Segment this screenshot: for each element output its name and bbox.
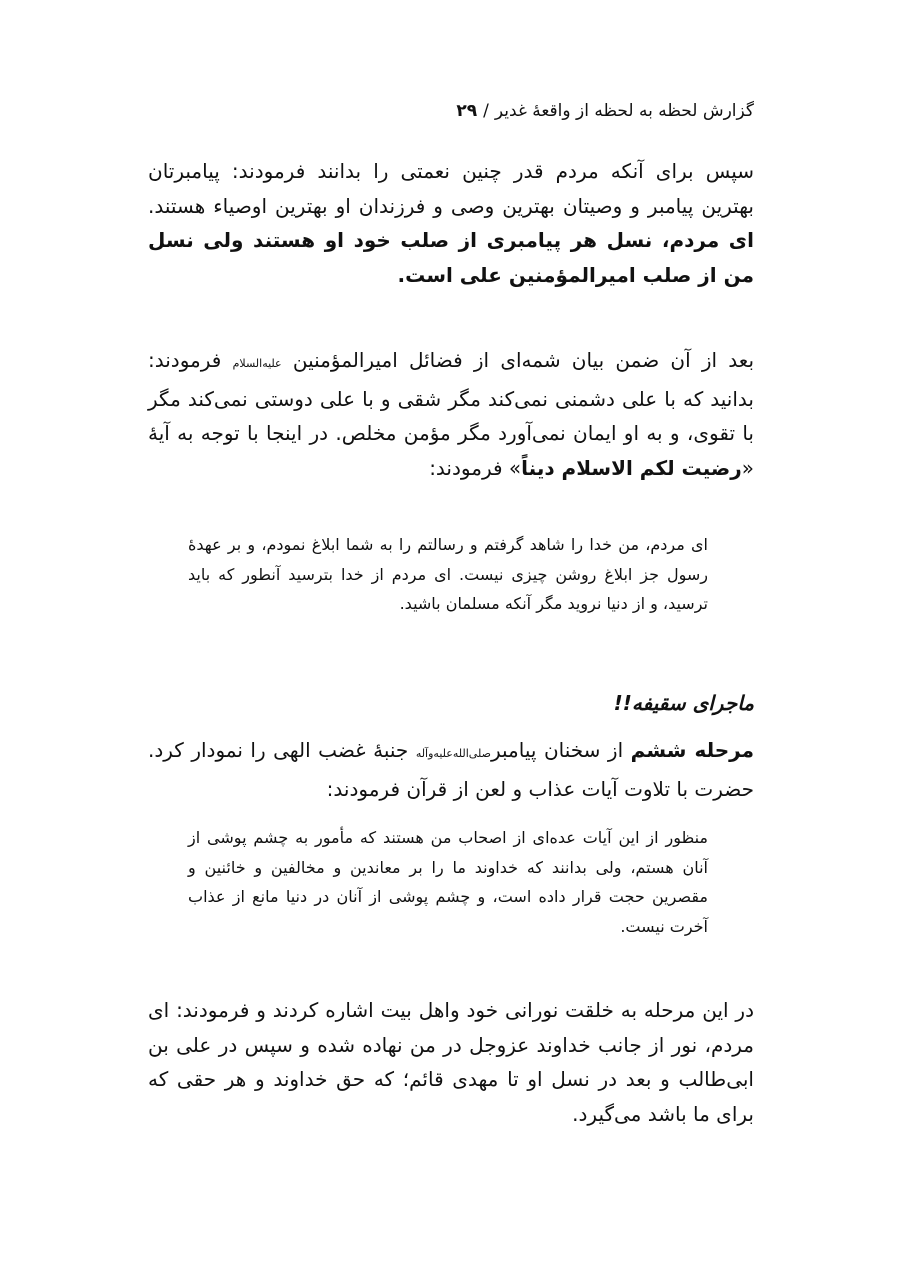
paragraph-3-text-b: جنبۀ غضب الهی را نمودار کرد. حضرت با تلاوت آیات عذاب و لعن از قرآن فرمودند: [148,738,754,801]
paragraph-2-text-b: فرمودند: بدانید که با علی دشمنی نمی‌کند مگر شقی و با علی دوستی نمی‌کند مگر با تقوی، و به او ایمان نمی‌آورد مگر مؤمن مخلص. در اینجا با توجه به آیۀ « [148,348,754,480]
paragraph-2 [148,343,754,485]
header-title: گزارش لحظه به لحظه از واقعۀ غدیر [494,101,754,121]
paragraph-1-bold-text: ای مردم، نسل هر پیامبری از صلب خود او هستند ولی نسل من از صلب امیرالمؤمنین علی است. [148,228,754,287]
header-separator: / [483,101,489,121]
quote-1-text: ای مردم، من خدا را شاهد گرفتم و رسالتم را به شما ابلاغ نمودم، و بر عهدۀ رسول جز ابلاغ روشن چیزی نیست. ای مردم از خدا بترسید آنطور که باید ترسید، و از دنیا نروید مگر آنکه مسلمان باشید. [188,535,708,613]
stage-label: مرحله ششم [630,738,755,762]
book-page [148,0,754,1272]
quran-verse: رضیت لکم الاسلام دیناً [521,455,742,480]
running-header [148,96,754,126]
honorific-alayhissalam: علیه‌السلام [232,357,282,370]
paragraph-4 [148,993,754,1131]
quote-block-1 [148,530,754,619]
paragraph-3-text-a: از سخنان پیامبر [490,738,631,762]
section-heading: ماجرای سقیفه!! [613,691,754,715]
paragraph-1-text: سپس برای آنکه مردم قدر چنین نعمتی را بدانند فرمودند: پیامبرتان بهترین پیامبر و وصیتان بهترین وصی و فرزندان او بهترین اوصیاء هستند. [148,159,754,218]
paragraph-2-text-c: » فرمودند: [429,455,522,480]
quote-2-text: منظور از این آیات عده‌ای از اصحاب من هستند که مأمور به چشم پوشی از آنان هستم، ولی بدانند که خداوند ما را بر معاندین و مخالفین و خائنین و مقصرین حجت قرار داده است، و چشم پوشی از آنان در دنیا مانع از عذاب آخرت نیست. [188,828,708,936]
page-number: ۲۹ [456,101,478,121]
paragraph-2-text-a: بعد از آن ضمن بیان شمه‌ای از فضائل امیرالمؤمنین [292,348,755,372]
quote-block-2 [148,823,754,941]
honorific-salawat: صلی‌الله‌علیه‌وآله [415,747,491,760]
paragraph-1 [148,154,754,292]
paragraph-3 [148,733,754,806]
paragraph-4-text: در این مرحله به خلقت نورانی خود واهل بیت اشاره کردند و فرمودند: ای مردم، نور از جانب خداوند عزوجل در من نهاده شده و سپس در علی بن ابی‌طالب و بعد در نسل او تا مهدی قائم؛ که حق خداوند و هر حقی که برای ما باشد می‌گیرد. [148,998,754,1126]
